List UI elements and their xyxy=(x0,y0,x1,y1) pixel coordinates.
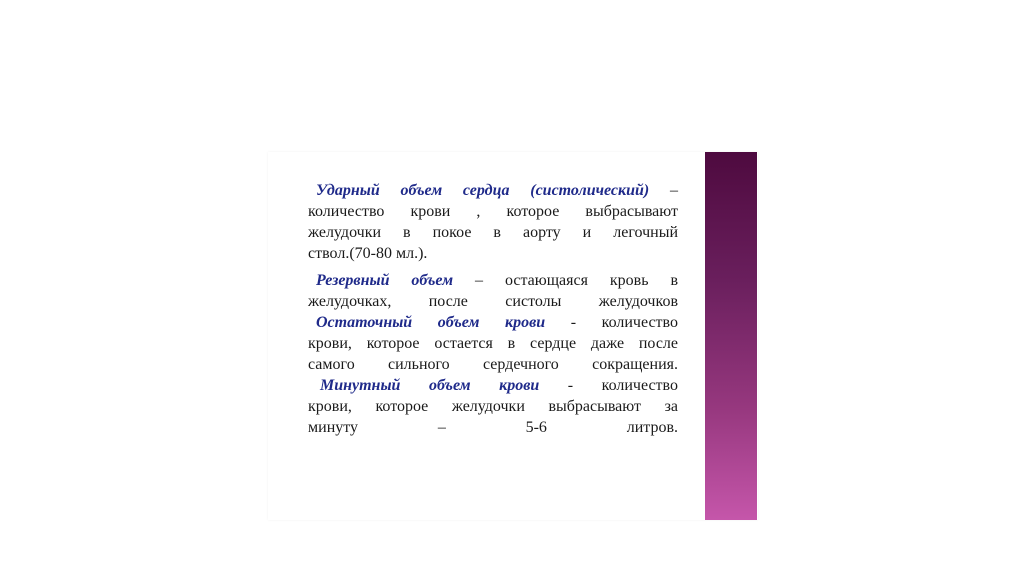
paragraph-reserve-volume xyxy=(308,270,678,312)
decorative-gradient-band xyxy=(705,152,757,520)
paragraph-line: самого сильного сердечного сокращения. xyxy=(308,356,678,373)
term-reserve-volume: Резервный объем xyxy=(316,272,454,289)
paragraph-line: минуту – 5-6 литров. xyxy=(308,419,678,436)
paragraph-line: желудочках, после систолы желудочков xyxy=(308,293,678,310)
paragraph-line: желудочки в покое в аорту и легочный xyxy=(308,224,678,241)
slide-content xyxy=(308,180,678,444)
paragraph-line xyxy=(308,312,678,333)
paragraph-residual-volume xyxy=(308,312,678,375)
paragraph-line: ствол.(70-80 мл.). xyxy=(308,245,428,262)
term-dash: – xyxy=(453,272,484,289)
slide xyxy=(268,152,758,520)
term-dash: - xyxy=(539,377,574,394)
paragraph-line xyxy=(308,180,678,201)
paragraph-minute-volume xyxy=(308,375,678,438)
term-residual-volume: Остаточный объем крови xyxy=(316,314,546,331)
paragraph-line: крови, которое желудочки выбрасывают за xyxy=(308,398,678,415)
line-rest: количество xyxy=(576,314,678,331)
paragraph-stroke-volume xyxy=(308,180,678,264)
paragraph-line: количество крови , которое выбрасывают xyxy=(308,203,678,220)
term-dash: - xyxy=(545,314,577,331)
term-minute-volume: Минутный объем крови xyxy=(320,377,540,394)
paragraph-line: крови, которое остается в сердце даже после xyxy=(308,335,678,352)
term-stroke-volume: Ударный объем сердца (систолический) xyxy=(316,182,650,199)
line-rest: количество xyxy=(573,377,678,394)
paragraph-line xyxy=(308,270,678,291)
line-rest: остающаяся кровь в xyxy=(483,272,678,289)
term-dash: – xyxy=(649,182,679,199)
paragraph-line xyxy=(308,375,678,396)
